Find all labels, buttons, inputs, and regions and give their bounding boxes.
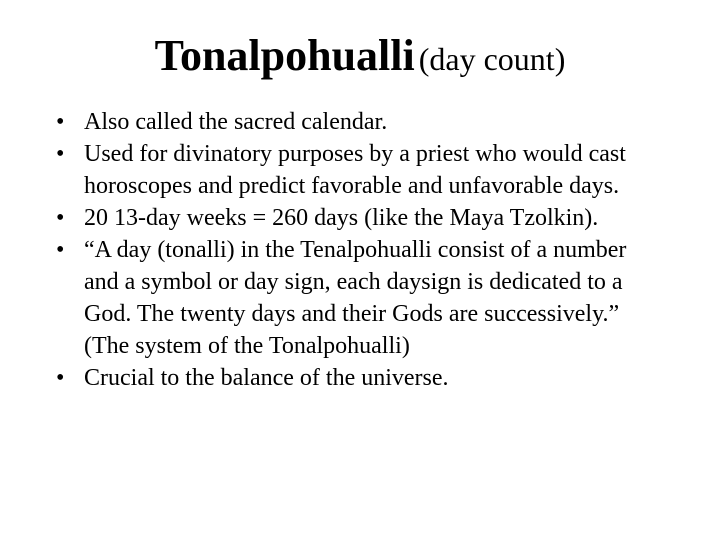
slide-title [0, 30, 720, 92]
bullet-text: Used for divinatory purposes by a priest who would cast horoscopes and predict favorable and unfavorable days. [84, 141, 626, 199]
bullet-list [56, 106, 656, 394]
bullet-text: Crucial to the balance of the universe. [84, 365, 449, 391]
bullet-text: 20 13-day weeks = 260 days (like the Maya Tzolkin). [84, 205, 599, 231]
bullet-item [56, 106, 656, 138]
bullet-marker: • [56, 237, 65, 263]
bullet-text: “A day (tonalli) in the Tenalpohualli consist of a number and a symbol or day sign, each daysign is dedicated to a God. The twenty days and their Gods are successively.” (The system of the Tonalpohualli) [84, 237, 627, 359]
bullet-item [56, 202, 656, 234]
bullet-item [56, 234, 656, 362]
bullet-text: Also called the sacred calendar. [84, 109, 388, 135]
title-subtitle: (day count) [418, 41, 566, 77]
bullet-item [56, 362, 656, 394]
bullet-marker: • [56, 141, 65, 167]
title-main: Tonalpohualli [154, 31, 415, 80]
bullet-item [56, 138, 656, 202]
bullet-marker: • [56, 365, 65, 391]
bullet-marker: • [56, 109, 65, 135]
bullet-marker: • [56, 205, 65, 231]
